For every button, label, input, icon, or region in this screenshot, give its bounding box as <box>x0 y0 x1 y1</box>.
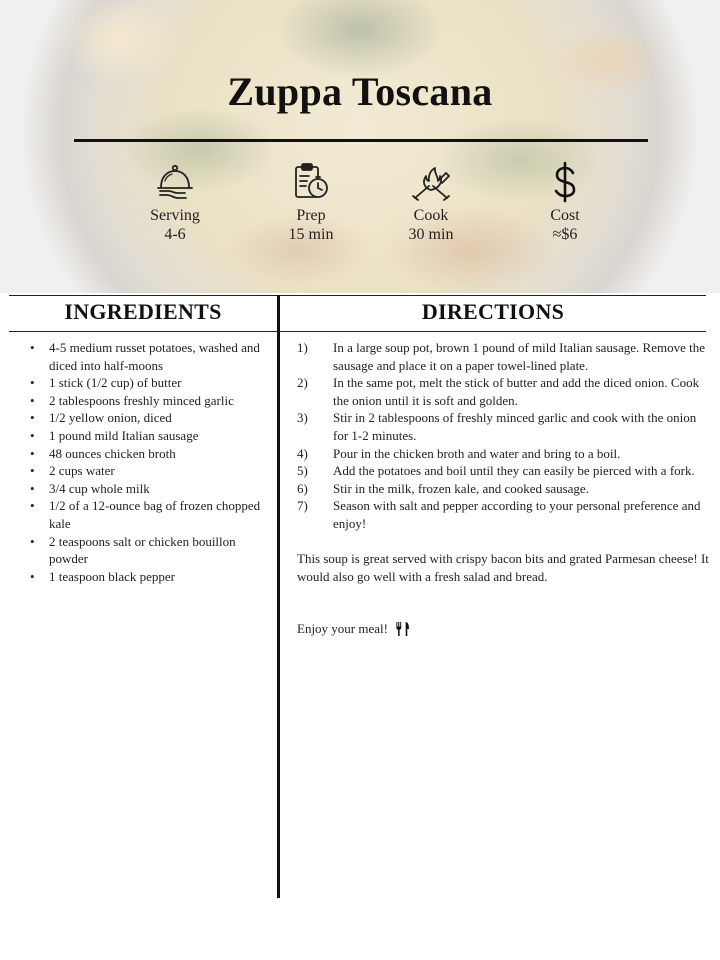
step-text: Add the potatoes and boil until they can easily be pierced with a fork. <box>333 463 695 479</box>
step-number: 6) <box>297 480 308 496</box>
direction-step <box>297 339 707 374</box>
closing-text: Enjoy your meal! <box>297 621 388 636</box>
stat-cook-value: 30 min <box>408 226 454 243</box>
stat-prep-value: 15 min <box>288 226 334 243</box>
fork-knife-icon <box>395 621 411 637</box>
directions-heading: DIRECTIONS <box>421 299 565 324</box>
direction-step <box>297 409 707 444</box>
ingredient-item: • 2 tablespoons freshly minced garlic <box>30 392 270 410</box>
direction-step <box>297 497 707 532</box>
closing-line <box>297 620 411 638</box>
direction-step <box>297 480 707 498</box>
stat-cook-label: Cook <box>413 207 449 224</box>
ingredient-item: • 2 cups water <box>30 462 270 480</box>
direction-step <box>297 374 707 409</box>
stat-serving-value: 4-6 <box>164 226 186 243</box>
step-number: 7) <box>297 498 308 514</box>
section-top-rule <box>9 295 706 296</box>
ingredient-item: • 3/4 cup whole milk <box>30 480 270 498</box>
dollar-sign-icon <box>510 160 620 206</box>
stat-cost <box>510 160 620 244</box>
step-text: In the same pot, melt the stick of butter and add the diced onion. Cook the onion until it is soft and golden. <box>333 375 700 408</box>
step-text: Stir in the milk, frozen kale, and cooked sausage. <box>333 480 589 496</box>
column-divider <box>277 295 280 898</box>
grill-fire-icon <box>376 160 486 206</box>
title-divider <box>74 139 648 142</box>
step-number: 5) <box>297 463 308 479</box>
step-text: In a large soup pot, brown 1 pound of mild Italian sausage. Remove the sausage and place it on a paper towel-lined plate. <box>333 340 705 373</box>
direction-step <box>297 462 707 480</box>
ingredient-item: • 1 teaspoon black pepper <box>30 568 270 586</box>
clipboard-timer-icon <box>256 160 366 206</box>
step-number: 2) <box>297 375 308 391</box>
stat-prep-label: Prep <box>296 207 326 224</box>
recipe-title: Zuppa Toscana <box>227 69 493 114</box>
directions-list <box>297 339 707 533</box>
stat-serving <box>120 160 230 244</box>
ingredient-item: • 48 ounces chicken broth <box>30 445 270 463</box>
stat-prep <box>256 160 366 244</box>
stat-cost-label: Cost <box>550 207 580 224</box>
ingredient-item: • 4-5 medium russet potatoes, washed and diced into half-moons <box>30 339 270 374</box>
stat-cost-value: ≈$6 <box>552 226 578 243</box>
hero-image <box>0 0 720 293</box>
section-header-rule <box>9 331 706 332</box>
step-number: 4) <box>297 445 308 461</box>
step-text: Season with salt and pepper according to your personal preference and enjoy! <box>333 498 701 531</box>
ingredient-item: • 1/2 of a 12-ounce bag of frozen chopped kale <box>30 497 270 532</box>
direction-step <box>297 445 707 463</box>
step-number: 1) <box>297 340 308 355</box>
serving-note: This soup is great served with crispy bacon bits and grated Parmesan cheese! It would also go well with a fresh salad and bread. <box>297 551 709 584</box>
ingredients-list <box>30 339 270 585</box>
stat-cook <box>376 160 486 244</box>
ingredient-item: • 2 teaspoons salt or chicken bouillon powder <box>30 533 270 568</box>
ingredient-item: • 1 stick (1/2 cup) of butter <box>30 374 270 392</box>
step-text: Pour in the chicken broth and water and bring to a boil. <box>333 445 621 461</box>
serving-cloche-icon <box>120 160 230 206</box>
ingredient-item: • 1 pound mild Italian sausage <box>30 427 270 445</box>
step-text: Stir in 2 tablespoons of freshly minced garlic and cook with the onion for 1-2 minutes. <box>333 410 697 443</box>
stat-serving-label: Serving <box>150 207 200 224</box>
ingredients-heading: INGREDIENTS <box>64 299 222 324</box>
ingredient-item: • 1/2 yellow onion, diced <box>30 409 270 427</box>
step-number: 3) <box>297 410 308 426</box>
